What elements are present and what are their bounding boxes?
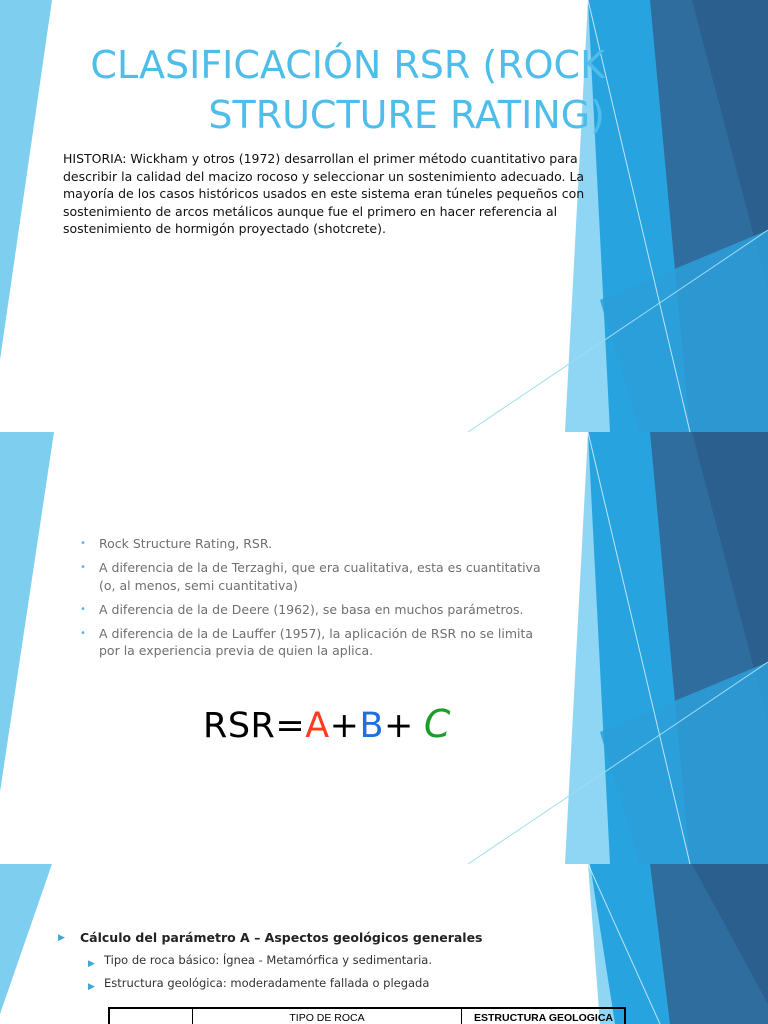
formula-rsr: RSR xyxy=(203,706,276,746)
table-header-cell xyxy=(110,1009,193,1024)
list-item xyxy=(80,625,550,660)
parametro-a-table xyxy=(108,1007,626,1024)
slide-historia xyxy=(0,0,768,432)
item-text: Estructura geológica: moderadamente fallada o plegada xyxy=(104,976,430,990)
list-item xyxy=(80,601,550,619)
formula-a: A xyxy=(305,706,330,746)
list-item xyxy=(58,930,483,945)
bullet-dot-icon: • xyxy=(80,538,86,549)
bullet-dot-icon: • xyxy=(80,562,86,573)
triangle-bullet-icon: ▶ xyxy=(88,982,95,992)
list-item xyxy=(80,535,550,553)
table-header-cell: ESTRUCTURA GEOLOGICA xyxy=(473,1012,614,1024)
section-heading: Cálculo del parámetro A – Aspectos geológicos generales xyxy=(80,930,483,945)
bullet-text: Rock Structure Rating, RSR. xyxy=(99,536,273,551)
rsr-formula xyxy=(203,702,451,746)
list-item xyxy=(80,559,550,594)
formula-plus: + xyxy=(383,706,414,746)
left-accent-shape xyxy=(0,0,52,360)
left-accent-shape xyxy=(0,432,54,792)
list-item xyxy=(58,974,483,992)
item-text: Tipo de roca básico: Ígnea - Metamórfica y sedimentaria. xyxy=(104,953,432,967)
formula-plus: + xyxy=(329,706,360,746)
bullet-text: A diferencia de la de Lauffer (1957), la aplicación de RSR no se limita por la experiencia previa de quien la aplica. xyxy=(99,625,534,658)
slide-title-line2: STRUCTURE RATING) xyxy=(208,93,605,137)
table-header-cell: TIPO DE ROCA xyxy=(193,1009,462,1024)
formula-c: C xyxy=(423,702,451,746)
bullet-text: A diferencia de la de Deere (1962), se basa en muchos parámetros. xyxy=(99,601,524,617)
slide-title-line1: CLASIFICACIÓN RSR (ROCK xyxy=(90,43,605,87)
historia-paragraph: HISTORIA: Wickham y otros (1972) desarrollan el primer método cuantitativo para describir la calidad del macizo rocoso y seleccionar un sostenimiento adecuado. La mayoría de los casos históricos usados en este sistema eran túneles pequeños con sostenimiento de arcos metálicos aunque fue el primero en hacer referencia al sostenimiento de hormigón proyectado (shotcrete). xyxy=(63,151,585,236)
slide-title xyxy=(60,40,605,140)
slide-rsr-overview xyxy=(0,432,768,864)
parametro-a-list xyxy=(58,930,483,997)
left-accent-shape xyxy=(0,864,52,1014)
slide-parametro-a xyxy=(0,864,768,1024)
triangle-bullet-icon: ▶ xyxy=(58,933,65,943)
bullet-dot-icon: • xyxy=(80,603,86,615)
formula-equals: = xyxy=(275,706,306,746)
formula-b: B xyxy=(359,706,384,746)
bullet-text: A diferencia de la de Terzaghi, que era cualitativa, esta es cuantitativa (o, al menos, semi cuantitativa) xyxy=(99,560,541,593)
triangle-bullet-icon: ▶ xyxy=(88,959,95,969)
bullet-dot-icon: • xyxy=(80,627,86,639)
list-item xyxy=(58,951,483,969)
rsr-bullet-list xyxy=(80,535,550,666)
